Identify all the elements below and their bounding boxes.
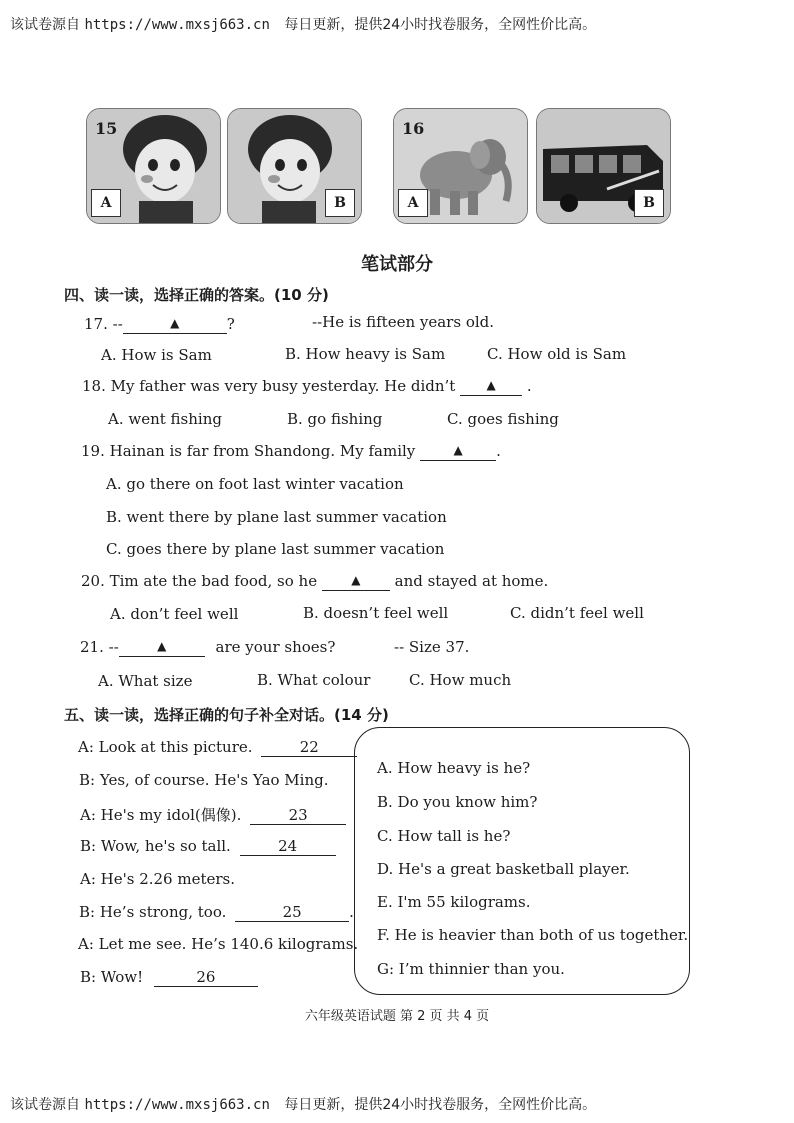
picture-label: B <box>634 189 664 217</box>
answer-blank[interactable]: ▲ <box>420 442 496 461</box>
dialogue-line: A: He's 2.26 meters. <box>80 870 236 888</box>
dialogue-blank-26[interactable]: 26 <box>154 968 258 987</box>
option-g[interactable]: G: I’m thinnier than you. <box>377 960 565 978</box>
question-20-stem: 20. Tim ate the bad food, so he ▲ and stayed at home. <box>81 572 549 590</box>
q18-option-b[interactable]: B. go fishing <box>287 410 383 428</box>
banner-url[interactable]: https://www.mxsj663.cn <box>84 1097 270 1113</box>
q17-option-c[interactable]: C. How old is Sam <box>487 345 627 363</box>
dialogue-line: B: Wow! 26 <box>80 968 258 987</box>
page-footer: 六年级英语试题 第 2 页 共 4 页 <box>304 1009 490 1024</box>
section-title: 笔试部分 <box>361 254 433 275</box>
q17-option-b[interactable]: B. How heavy is Sam <box>285 345 446 363</box>
dialogue-line: B: Wow, he's so tall. 24 <box>80 837 336 856</box>
option-a[interactable]: A. How heavy is he? <box>377 759 531 777</box>
banner-prefix: 该试卷源自 <box>10 17 80 33</box>
question-18-stem: 18. My father was very busy yesterday. He didn’t ▲ . <box>82 377 532 395</box>
answer-blank[interactable]: ▲ <box>123 315 227 334</box>
option-d[interactable]: D. He's a great basketball player. <box>377 860 630 878</box>
banner-prefix: 该试卷源自 <box>10 1097 80 1113</box>
answer-blank[interactable]: ▲ <box>119 638 205 657</box>
q17-option-a[interactable]: A. How is Sam <box>101 346 212 364</box>
picture-16b-bus <box>536 108 671 224</box>
section5-heading: 五、读一读，选择正确的句子补全对话。(14 分) <box>64 706 389 724</box>
banner-suffix: 每日更新，提供24小时找卷服务，全网性价比高。 <box>284 17 597 33</box>
picture-15b-boy <box>227 108 362 224</box>
banner-url[interactable]: https://www.mxsj663.cn <box>84 17 270 33</box>
q20-option-c[interactable]: C. didn’t feel well <box>510 604 644 622</box>
bottom-source-banner <box>10 1094 596 1114</box>
picture-15a-boy <box>86 108 221 224</box>
answer-blank[interactable]: ▲ <box>460 377 522 396</box>
picture-label: A <box>91 189 121 217</box>
q21-option-b[interactable]: B. What colour <box>257 671 371 689</box>
q18-option-a[interactable]: A. went fishing <box>108 410 222 428</box>
option-b[interactable]: B. Do you know him? <box>377 793 538 811</box>
dialogue-blank-25[interactable]: 25 <box>235 903 349 922</box>
option-c[interactable]: C. How tall is he? <box>377 827 511 845</box>
question-19-stem: 19. Hainan is far from Shandong. My family ▲ . <box>81 442 501 460</box>
answer-blank[interactable]: ▲ <box>322 572 390 591</box>
dialogue-blank-24[interactable]: 24 <box>240 837 336 856</box>
picture-16a-elephant <box>393 108 528 224</box>
question-21-stem: 21. -- ▲ are your shoes? <box>80 638 336 656</box>
question-21-reply: -- Size 37. <box>394 638 470 656</box>
q18-option-c[interactable]: C. goes fishing <box>447 410 559 428</box>
q21-option-a[interactable]: A. What size <box>98 672 193 690</box>
picture-number: 15 <box>95 119 118 138</box>
dialogue-line: A: Let me see. He’s 140.6 kilograms. <box>78 935 359 953</box>
section4-heading: 四、读一读，选择正确的答案。(10 分) <box>64 286 329 304</box>
q20-option-b[interactable]: B. doesn’t feel well <box>303 604 449 622</box>
dialogue-blank-22[interactable]: 22 <box>261 738 357 757</box>
picture-label: B <box>325 189 355 217</box>
dialogue-blank-23[interactable]: 23 <box>250 806 346 825</box>
option-e[interactable]: E. I'm 55 kilograms. <box>377 893 531 911</box>
q19-option-b[interactable]: B. went there by plane last summer vacation <box>106 508 447 526</box>
picture-label: A <box>398 189 428 217</box>
dialogue-line: A: Look at this picture. 22 <box>78 738 357 757</box>
q20-option-a[interactable]: A. don’t feel well <box>110 605 239 623</box>
dialogue-line: B: He’s strong, too. 25 . <box>79 903 354 921</box>
question-17-stem: 17. -- ▲ ? <box>84 315 235 333</box>
dialogue-line: B: Yes, of course. He's Yao Ming. <box>79 771 329 789</box>
option-f[interactable]: F. He is heavier than both of us together. <box>377 926 689 944</box>
q19-option-c[interactable]: C. goes there by plane last summer vacation <box>106 540 445 558</box>
banner-suffix: 每日更新，提供24小时找卷服务，全网性价比高。 <box>284 1097 597 1113</box>
question-17-reply: --He is fifteen years old. <box>312 313 495 331</box>
q21-option-c[interactable]: C. How much <box>409 671 512 689</box>
picture-number: 16 <box>402 119 425 138</box>
dialogue-line: A: He's my idol(偶像). 23 <box>80 804 346 825</box>
q19-option-a[interactable]: A. go there on foot last winter vacation <box>106 475 404 493</box>
top-source-banner <box>10 14 596 34</box>
